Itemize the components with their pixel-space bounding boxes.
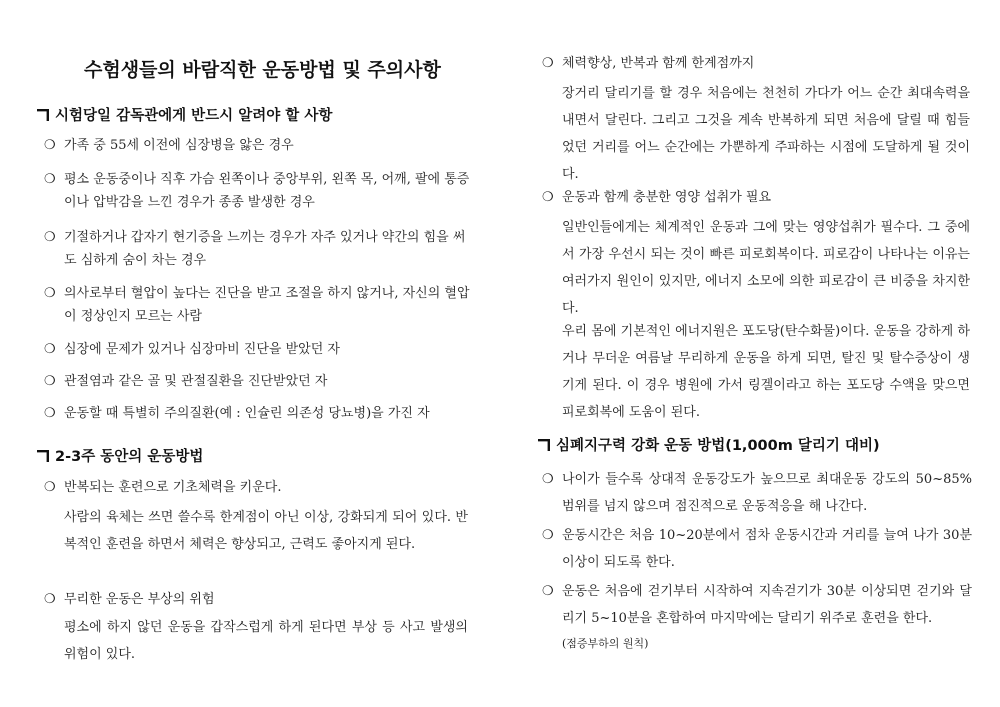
list-item: ❍ 운동과 함께 충분한 영양 섭취가 필요: [542, 186, 972, 209]
footnote: (점증부하의 원칙): [562, 637, 649, 650]
circle-bullet-icon: ❍: [44, 286, 56, 301]
list-item: ❍ 무리한 운동은 부상의 위험: [44, 588, 474, 611]
list-item: ❍ 반복되는 훈련으로 기초체력을 키운다.: [44, 476, 474, 499]
circle-bullet-icon: ❍: [44, 374, 56, 389]
circle-bullet-icon: ❍: [542, 56, 554, 71]
list-item: ❍ 운동할 때 특별히 주의질환(예 : 인슐린 의존성 당뇨병)을 가진 자: [44, 402, 474, 425]
circle-bullet-icon: ❍: [44, 138, 56, 153]
circle-bullet-icon: ❍: [44, 592, 56, 607]
circle-bullet-icon: ❍: [44, 342, 56, 357]
circle-bullet-icon: ❍: [44, 172, 56, 187]
list-item: ❍ 평소 운동중이나 직후 가슴 왼쪽이나 중앙부위, 왼쪽 목, 어깨, 팔에 통증이나 압박감을 느낀 경우가 종종 발생한 경우: [44, 168, 474, 214]
circle-bullet-icon: ❍: [44, 406, 56, 421]
circle-bullet-icon: ❍: [44, 230, 56, 245]
list-item: ❍ 체력향상, 반복과 함께 한계점까지: [542, 52, 972, 75]
paragraph: 우리 몸에 기본적인 에너지원은 포도당(탄수화물)이다. 운동을 강하게 하거나 무더운 여름날 무리하게 운동을 하게 되면, 탈진 및 탈수증상이 생기게 된다. 이 경우 병원에 가서 링겔이라고 하는 포도당 수액을 맞으면 피로회복에 도움이 된다.: [562, 324, 970, 420]
section-heading-training: 2-3주 동안의 운동방법: [37, 445, 203, 466]
section-marker-icon: [37, 109, 49, 121]
paragraph: 장거리 달리기를 할 경우 처음에는 천천히 가다가 어느 순간 최대속력을 내면서 달린다. 그리고 그것을 계속 반복하게 되면 처음에 달릴 때 힘들었던 거리를 어느 순간에는 가뿐하게 주파하는 시점에 도달하게 될 것이다.: [562, 86, 970, 182]
circle-bullet-icon: ❍: [542, 528, 554, 543]
list-item: ❍ 의사로부터 혈압이 높다는 진단을 받고 조절을 하지 않거나, 자신의 혈압이 정상인지 모르는 사람: [44, 282, 474, 328]
paragraph: 사람의 육체는 쓰면 쓸수록 한계점이 아닌 이상, 강화되게 되어 있다. 반복적인 훈련을 하면서 체력은 향상되고, 근력도 좋아지게 된다.: [64, 510, 468, 552]
section-marker-icon: [37, 450, 49, 462]
list-item: ❍ 기절하거나 갑자기 현기증을 느끼는 경우가 자주 있거나 약간의 힘을 써도 심하게 숨이 차는 경우: [44, 226, 474, 272]
list-item: ❍ 운동은 처음에 걷기부터 시작하여 지속걷기가 30분 이상되면 걷기와 달리기 5~10분을 혼합하여 마지막에는 달리기 위주로 훈련을 한다.: [542, 578, 972, 632]
paragraph: 일반인들에게는 체계적인 운동과 그에 맞는 영양섭취가 필수다. 그 중에서 가장 우선시 되는 것이 빠른 피로회복이다. 피로감이 나타나는 이유는 여러가지 원인이 있지만, 에너지 소모에 의한 피로감이 큰 비중을 차지한다.: [562, 220, 970, 316]
circle-bullet-icon: ❍: [44, 480, 56, 495]
list-item: ❍ 심장에 문제가 있거나 심장마비 진단을 받았던 자: [44, 338, 474, 361]
list-item: ❍ 운동시간은 처음 10~20분에서 점차 운동시간과 거리를 늘여 나가 30분 이상이 되도록 한다.: [542, 522, 972, 576]
circle-bullet-icon: ❍: [542, 584, 554, 599]
section-marker-icon: [538, 439, 550, 451]
page-title: 수험생들의 바람직한 운동방법 및 주의사항: [84, 59, 441, 81]
circle-bullet-icon: ❍: [542, 472, 554, 487]
list-item: ❍ 가족 중 55세 이전에 심장병을 앓은 경우: [44, 134, 474, 157]
circle-bullet-icon: ❍: [542, 190, 554, 205]
list-item: ❍ 관절염과 같은 골 및 관절질환을 진단받았던 자: [44, 370, 474, 393]
list-item: ❍ 나이가 들수록 상대적 운동강도가 높으므로 최대운동 강도의 50~85%범위를 넘지 않으며 점진적으로 운동적응을 해 나간다.: [542, 466, 972, 520]
section-heading-cardio: 심폐지구력 강화 운동 방법(1,000m 달리기 대비): [538, 434, 880, 455]
paragraph: 평소에 하지 않던 운동을 갑작스럽게 하게 된다면 부상 등 사고 발생의 위험이 있다.: [64, 620, 468, 662]
section-heading-exam-notice: 시험당일 감독관에게 반드시 알려야 할 사항: [37, 104, 332, 125]
